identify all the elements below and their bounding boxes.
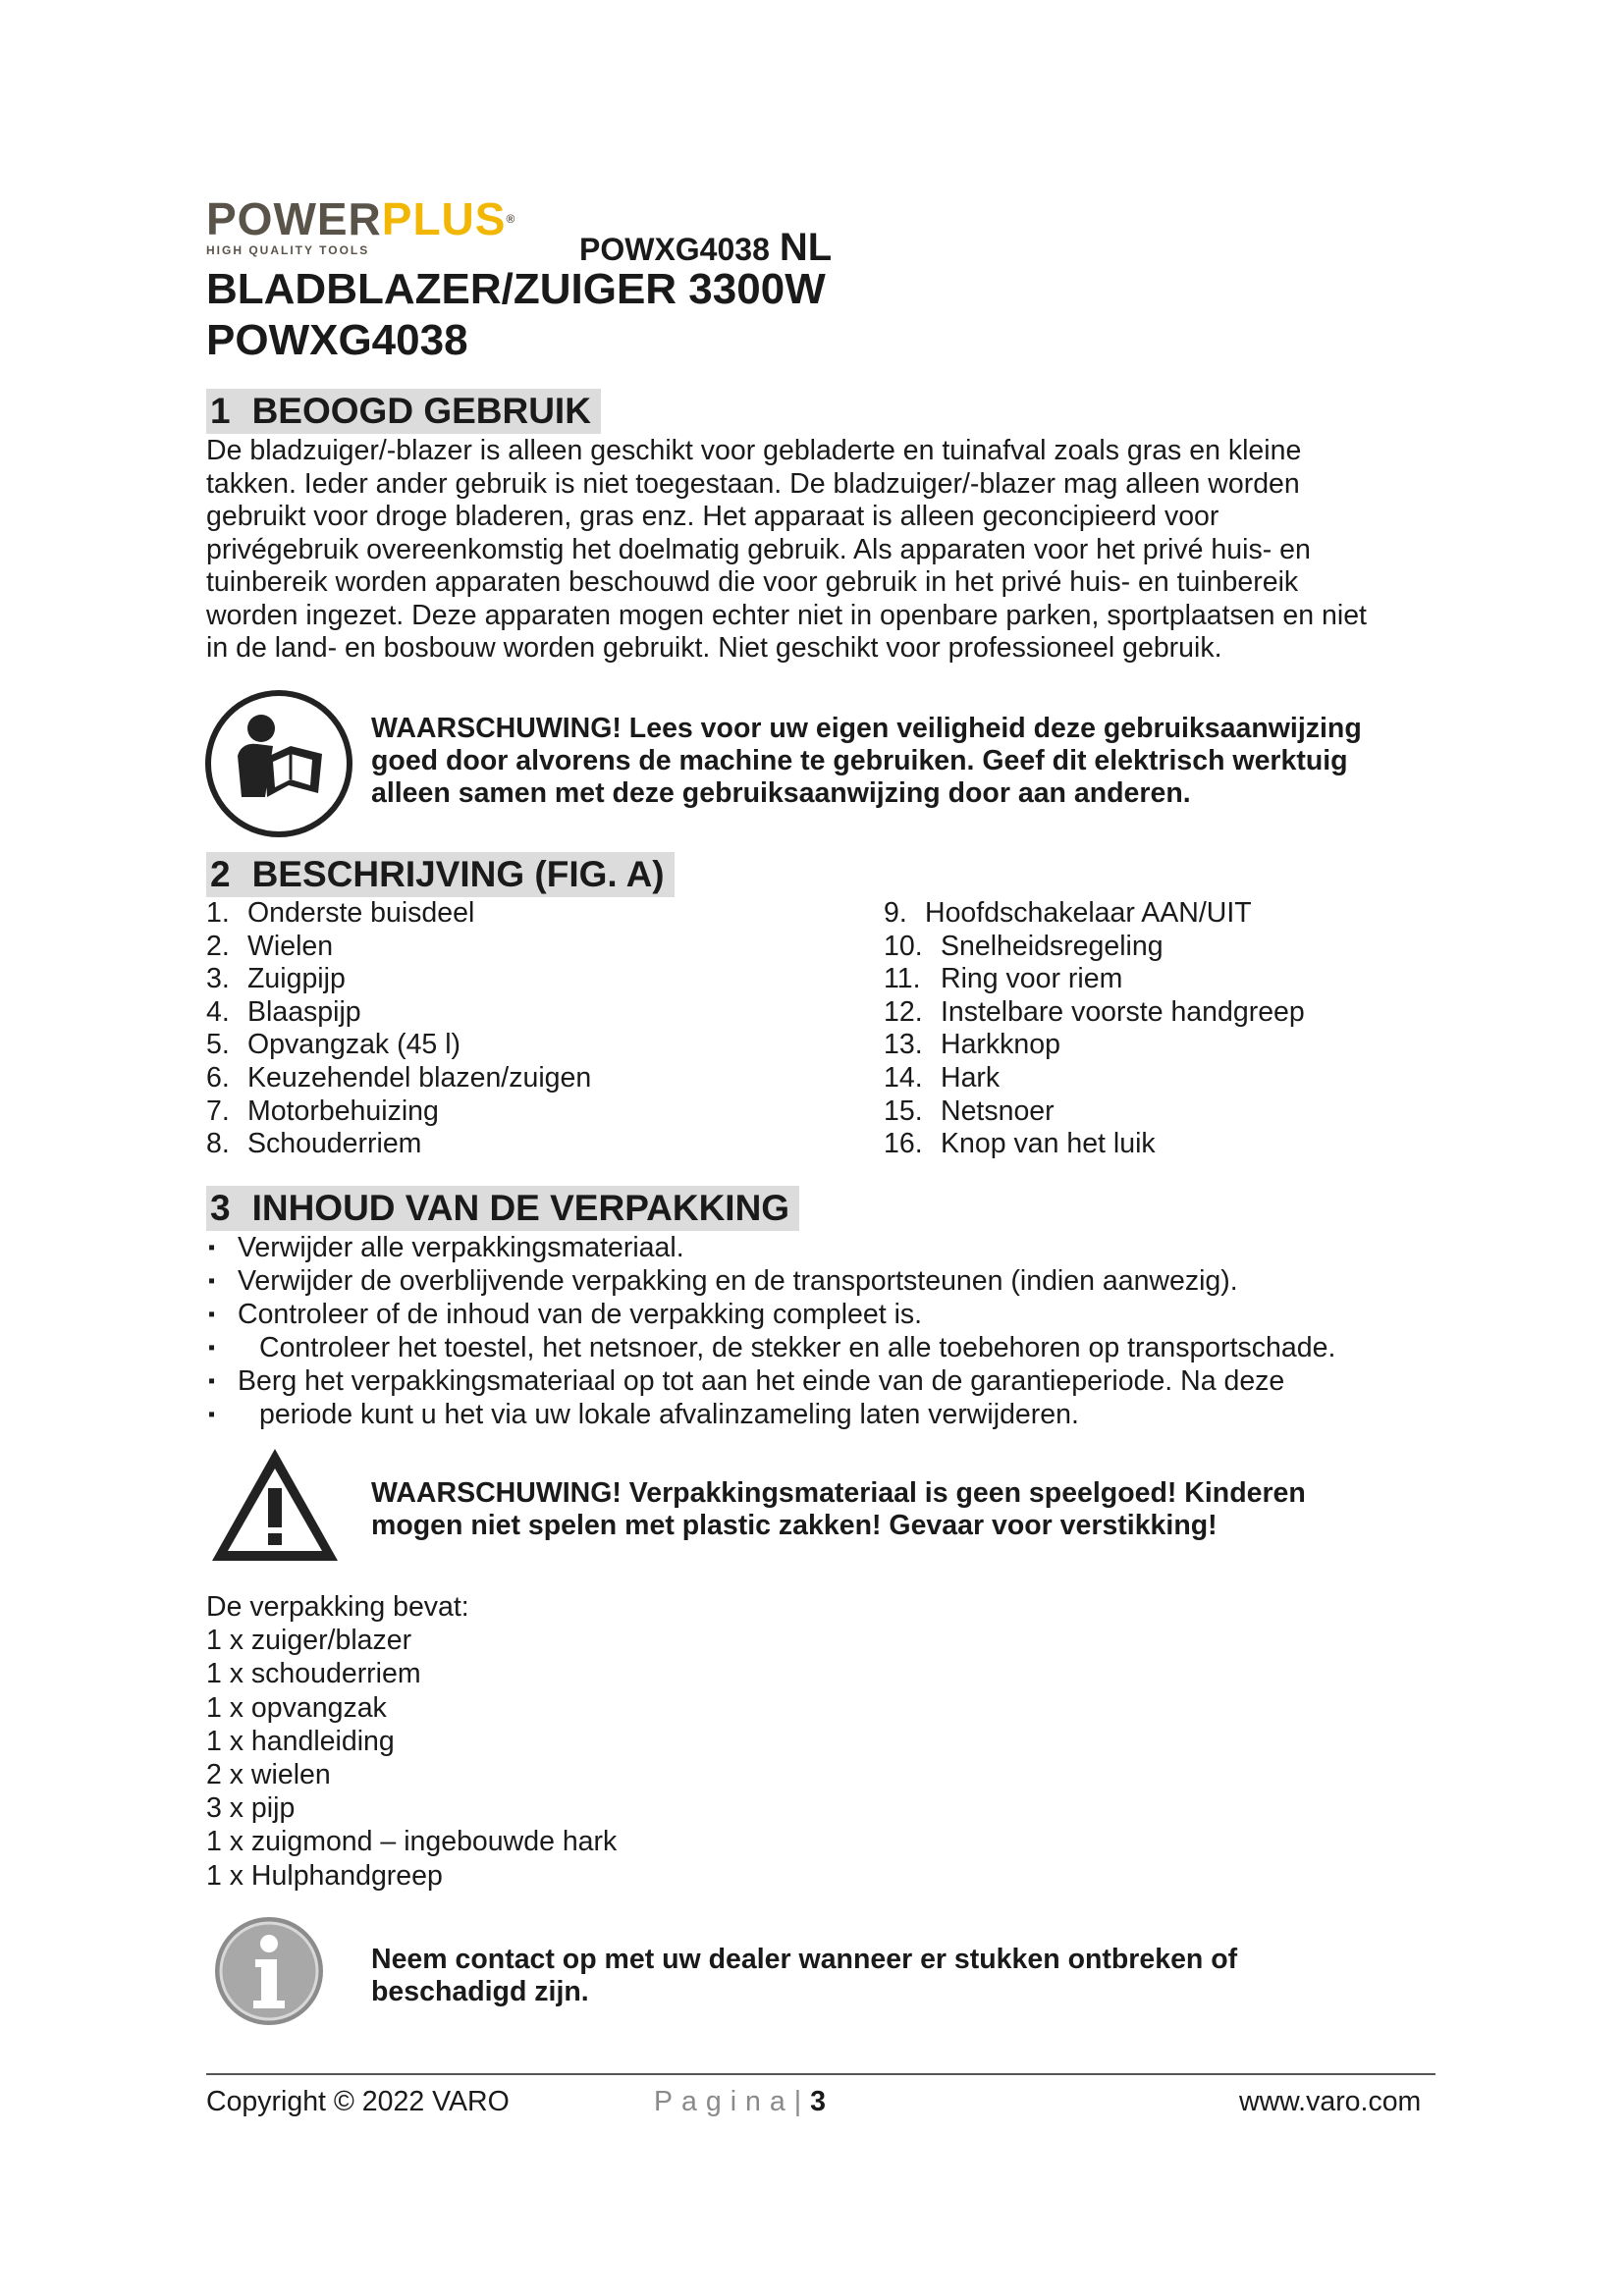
section-heading-3: 3 INHOUD VAN DE VERPAKKING [206, 1186, 799, 1231]
language-code: NL [779, 226, 833, 269]
list-item: 1. Onderste buisdeel [206, 897, 475, 929]
page-separator: | [793, 2086, 811, 2117]
packaging-warning-text: WAARSCHUWING! Verpakkingsmateriaal is geen speelgoed! Kinderen mogen niet spelen met plastic zakken! Gevaar voor verstikking! [371, 1477, 1306, 1541]
manual-warning-text: WAARSCHUWING! Lees voor uw eigen veiligheid deze gebruiksaanwijzing goed door alvorens de machine te gebruiken. Geef dit elektrisch werktuig alleen samen met deze gebruiksaanwijzing door aan anderen. [371, 713, 1362, 809]
unpacking-bullets [206, 1231, 1434, 1431]
list-item: 3 x pijp [206, 1792, 296, 1825]
list-item: 5. Opvangzak (45 l) [206, 1029, 461, 1061]
list-item: 14. Hark [884, 1061, 1001, 1094]
list-item: 13. Harkknop [884, 1029, 1060, 1061]
product-model-title: POWXG4038 [206, 316, 468, 364]
section-heading-1: 1 BEOOGD GEBRUIK [206, 389, 601, 434]
list-item: 1 x opvangzak [206, 1691, 387, 1724]
list-item: ▪ Controleer het toestel, het netsnoer, de stekker en alle toebehoren op transportschade. [206, 1331, 1434, 1364]
package-contents-list [206, 1590, 617, 1893]
list-item: 1 x schouderriem [206, 1658, 421, 1690]
powerplus-logo [206, 193, 560, 257]
list-item: 1 x zuiger/blazer [206, 1625, 412, 1657]
list-item: 11. Ring voor riem [884, 963, 1123, 995]
parts-list-right [884, 897, 1305, 1161]
logo-plus: PLUS [381, 193, 507, 244]
list-item: 1 x Hulphandgreep [206, 1859, 443, 1892]
intended-use-paragraph: De bladzuiger/-blazer is alleen geschikt voor gebladerte en tuinafval zoals gras en kleine takken. Ieder ander gebruik is niet toegestaan. De bladzuiger/-blazer mag alleen worden gebruikt voor droge bladeren, gras enz. Het apparaat is alleen geconcipieerd voor privégebruik overeenkomstig het doelmatig gebruik. Als apparaten voor het privé huis- en tuinbereik worden apparaten beschouwd die voor gebruik in het privé huis- en tuinbereik worden ingezet. Deze apparaten mogen echter niet in openbare parken, sportplaatsen en niet in de land- en bosbouw worden gebruikt. Niet geschikt voor professioneel gebruik. [206, 435, 1367, 664]
list-item: 1 x zuigmond – ingebouwde hark [206, 1826, 618, 1858]
footer-divider [206, 2073, 1435, 2075]
missing-parts-info-text: Neem contact op met uw dealer wanneer er stukken ontbreken of beschadigd zijn. [371, 1944, 1238, 2007]
logo-reg: ® [506, 212, 516, 226]
list-item: 2 x wielen [206, 1759, 331, 1791]
list-item: 15. Netsnoer [884, 1095, 1055, 1127]
product-title: BLADBLAZER/ZUIGER 3300W [206, 265, 826, 313]
logo-power: POWER [206, 193, 382, 244]
page-number: 3 [810, 2086, 827, 2117]
model-heading [579, 226, 832, 270]
list-item: 16. Knop van het luik [884, 1128, 1156, 1160]
contents-intro: De verpakking bevat: [206, 1591, 469, 1623]
list-item: ▪ Verwijder de overblijvende verpakking en de transportsteunen (indien aanwezig). [206, 1264, 1434, 1298]
list-item: 1 x handleiding [206, 1725, 395, 1757]
model-code: POWXG4038 [579, 232, 770, 267]
section-heading-2: 2 BESCHRIJVING (FIG. A) [206, 852, 675, 897]
info-icon [212, 1914, 326, 2028]
logo-tagline: HIGH QUALITY TOOLS [206, 243, 370, 257]
list-item: 10. Snelheidsregeling [884, 930, 1164, 962]
parts-list-left [206, 897, 591, 1161]
list-item: 9. Hoofdschakelaar AAN/UIT [884, 897, 1252, 929]
list-item: 7. Motorbehuizing [206, 1095, 439, 1127]
footer-website: www.varo.com [1239, 2086, 1422, 2117]
list-item: 8. Schouderriem [206, 1128, 422, 1160]
list-item: ▪ Verwijder alle verpakkingsmateriaal. [206, 1231, 1434, 1264]
list-item: 6. Keuzehendel blazen/zuigen [206, 1061, 592, 1094]
footer-copyright: Copyright © 2022 VARO [206, 2086, 510, 2117]
page-label: Pagina [654, 2086, 794, 2117]
footer-page-indicator [654, 2085, 826, 2118]
list-item: ▪ Berg het verpakkingsmateriaal op tot aan het einde van de garantieperiode. Na deze [206, 1364, 1434, 1398]
read-manual-icon [202, 687, 355, 840]
list-item: 2. Wielen [206, 930, 334, 962]
list-item: 4. Blaaspijp [206, 995, 361, 1028]
list-item: 3. Zuigpijp [206, 963, 346, 995]
warning-triangle-icon [208, 1443, 342, 1567]
list-item-continuation: ▪ periode kunt u het via uw lokale afvalinzameling laten verwijderen. [206, 1398, 1434, 1431]
list-item: ▪ Controleer of de inhoud van de verpakking compleet is. [206, 1298, 1434, 1331]
list-item: 12. Instelbare voorste handgreep [884, 995, 1305, 1028]
